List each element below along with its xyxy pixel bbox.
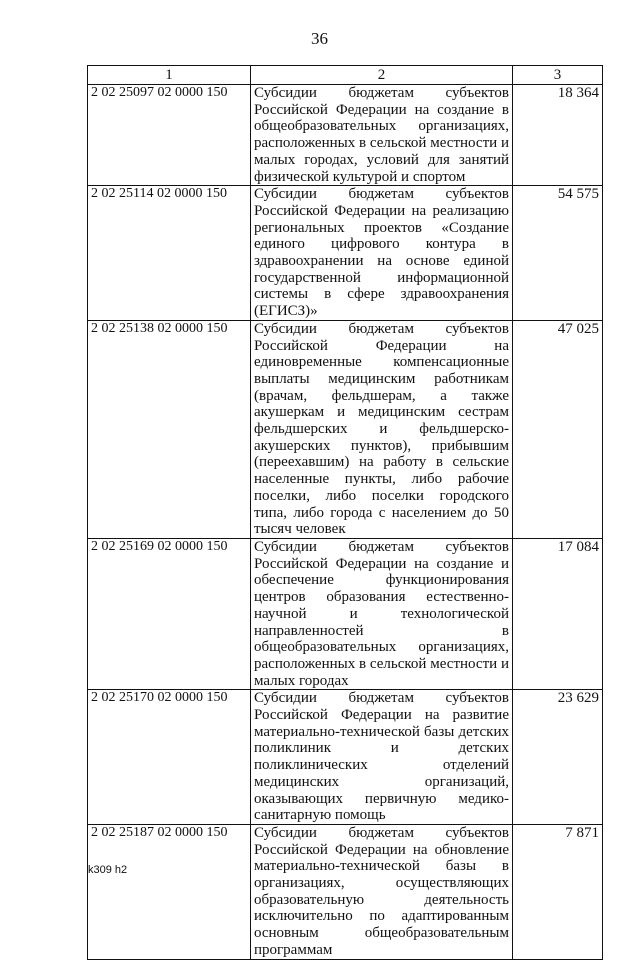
amount-cell: 54 575 [513,186,603,321]
description-cell: Субсидии бюджетам субъектов Российской Федерации на реализацию региональных проектов «Создание единого цифрового контура в здравоохранении на основе единой государственной информационной системы в сфере здравоохранения (ЕГИСЗ)» [251,186,513,321]
description-cell: Субсидии бюджетам субъектов Российской Федерации на обновление материально-технической базы в организациях, осуществляющих образовательную деятельность исключительно по адаптированным основным общеобразовательным программам [251,824,513,959]
description-cell: Субсидии бюджетам субъектов Российской Федерации на создание и обеспечение функционирования центров образования естественно-научной и технологической направленностей в общеобразовательных организациях, расположенных в сельской местности и малых городах [251,538,513,689]
table-row [88,690,603,825]
budget-code-cell: 2 02 25169 02 0000 150 [88,538,251,689]
amount-cell: 47 025 [513,320,603,538]
table-row [88,320,603,538]
amount-cell: 17 084 [513,538,603,689]
table-row [88,186,603,321]
table-row [88,538,603,689]
budget-code-cell: 2 02 25114 02 0000 150 [88,186,251,321]
amount-cell: 23 629 [513,690,603,825]
table-row [88,85,603,186]
budget-code-cell: 2 02 25170 02 0000 150 [88,690,251,825]
amount-cell: 7 871 [513,824,603,959]
budget-table [87,65,603,960]
table-row [88,824,603,959]
column-header-1: 1 [88,66,251,85]
description-cell: Субсидии бюджетам субъектов Российской Федерации на развитие материально-технической базы детских поликлиник и детских поликлинических отделений медицинских организаций, оказывающих первичную медико-санитарную помощь [251,690,513,825]
page-number: 36 [311,29,328,48]
description-cell: Субсидии бюджетам субъектов Российской Федерации на создание в общеобразовательных организациях, расположенных в сельской местности и малых городах, условий для занятий физической культурой и спортом [251,85,513,186]
amount-cell: 18 364 [513,85,603,186]
budget-code-cell: 2 02 25138 02 0000 150 [88,320,251,538]
description-cell: Субсидии бюджетам субъектов Российской Федерации на единовременные компенсационные выплаты медицинским работникам (врачам, фельдшерам, а также акушеркам и медицинским сестрам фельдшерских и фельдшерско-акушерских пунктов), прибывшим (переехавшим) на работу в сельские населенные пункты, либо рабочие поселки, либо поселки городского типа, либо города с населением до 50 тысяч человек [251,320,513,538]
table-header-row [88,66,603,85]
column-header-2: 2 [251,66,513,85]
footer-document-code: k309 h2 [88,864,128,876]
column-header-3: 3 [513,66,603,85]
budget-code-cell: 2 02 25187 02 0000 150 [88,824,251,959]
budget-code-cell: 2 02 25097 02 0000 150 [88,85,251,186]
